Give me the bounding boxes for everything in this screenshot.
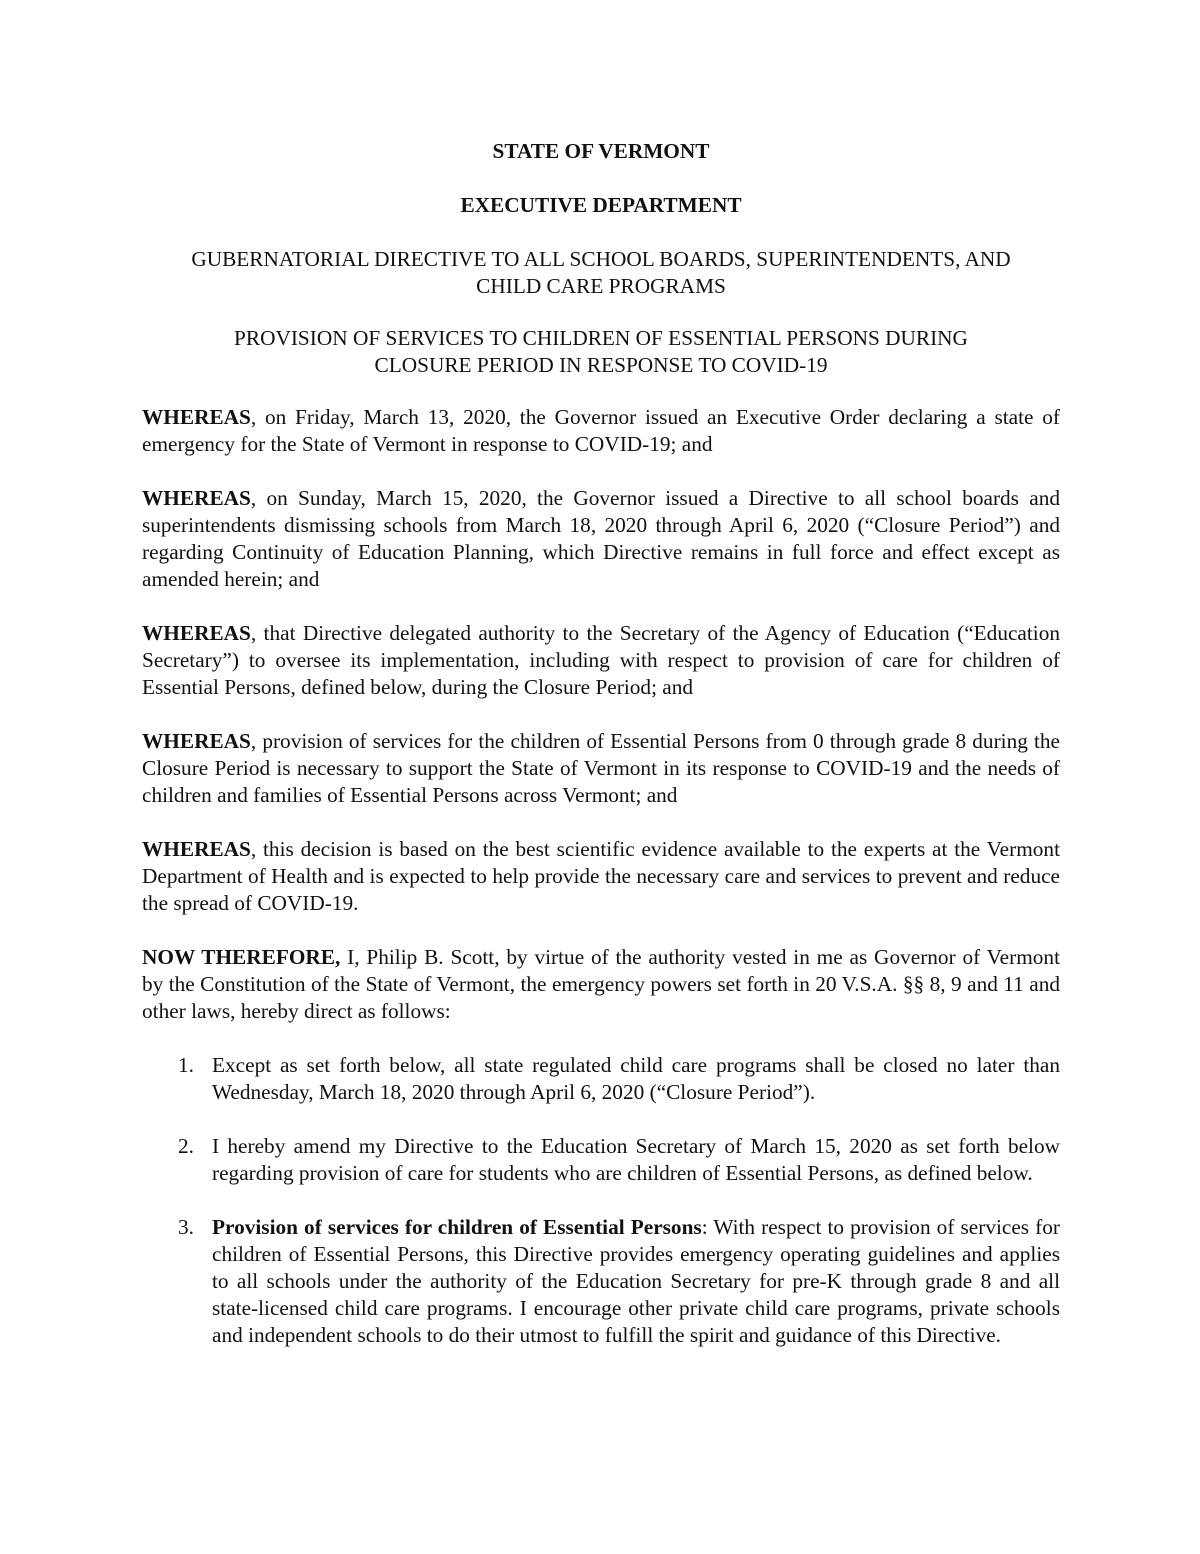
directive-item-3 <box>142 1214 1060 1349</box>
item-number: 1. <box>178 1053 194 1077</box>
department-heading: EXECUTIVE DEPARTMENT <box>460 193 742 217</box>
whereas-lead: WHEREAS <box>142 837 251 861</box>
now-therefore-paragraph <box>142 944 1060 1025</box>
whereas-text: , that Directive delegated authority to the Secretary of the Agency of Education (“Education Secretary”) to oversee its implementation, including with respect to provision of care for children of Essential Persons, defined below, during the Closure Period; and <box>142 621 1060 699</box>
subject-title-line-1: PROVISION OF SERVICES TO CHILDREN OF ESSENTIAL PERSONS DURING <box>234 326 968 350</box>
document-page <box>142 138 1060 1376</box>
directive-list <box>142 1052 1060 1349</box>
item-text: Except as set forth below, all state regulated child care programs shall be closed no later than Wednesday, March 18, 2020 through April 6, 2020 (“Closure Period”). <box>212 1053 1060 1104</box>
item-text: I hereby amend my Directive to the Education Secretary of March 15, 2020 as set forth below regarding provision of care for students who are children of Essential Persons, as defined below. <box>212 1134 1060 1185</box>
whereas-text: , this decision is based on the best scientific evidence available to the experts at the Vermont Department of Health and is expected to help provide the necessary care and services to prevent and reduce the spread of COVID-19. <box>142 837 1060 915</box>
directive-title-line-2: CHILD CARE PROGRAMS <box>476 274 726 298</box>
whereas-lead: WHEREAS <box>142 621 251 645</box>
whereas-lead: WHEREAS <box>142 486 251 510</box>
now-therefore-text: I, Philip B. Scott, by virtue of the authority vested in me as Governor of Vermont by the Constitution of the State of Vermont, the emergency powers set forth in 20 V.S.A. §§ 8, 9 and 11 and other laws, hereby direct as follows: <box>142 945 1060 1023</box>
subject-title <box>142 325 1060 379</box>
whereas-lead: WHEREAS <box>142 405 251 429</box>
whereas-paragraph-1 <box>142 404 1060 458</box>
item-text: : With respect to provision of services for children of Essential Persons, this Directive provides emergency operating guidelines and applies to all schools under the authority of the Education Secretary for pre-K through grade 8 and all state-licensed child care programs. I encourage other private child care programs, private schools and independent schools to do their utmost to fulfill the spirit and guidance of this Directive. <box>212 1215 1060 1347</box>
whereas-text: , on Sunday, March 15, 2020, the Governor issued a Directive to all school boards and superintendents dismissing schools from March 18, 2020 through April 6, 2020 (“Closure Period”) and regarding Continuity of Education Planning, which Directive remains in full force and effect except as amended herein; and <box>142 486 1060 591</box>
whereas-paragraph-5 <box>142 836 1060 917</box>
now-therefore-lead: NOW THEREFORE, <box>142 945 341 969</box>
directive-item-1 <box>142 1052 1060 1106</box>
directive-title-line-1: GUBERNATORIAL DIRECTIVE TO ALL SCHOOL BOARDS, SUPERINTENDENTS, AND <box>191 247 1011 271</box>
item-number: 3. <box>178 1215 194 1239</box>
whereas-paragraph-4 <box>142 728 1060 809</box>
whereas-paragraph-3 <box>142 620 1060 701</box>
item-number: 2. <box>178 1134 194 1158</box>
directive-title <box>142 246 1060 300</box>
whereas-text: , on Friday, March 13, 2020, the Governor issued an Executive Order declaring a state of emergency for the State of Vermont in response to COVID-19; and <box>142 405 1060 456</box>
whereas-lead: WHEREAS <box>142 729 251 753</box>
state-heading: STATE OF VERMONT <box>492 139 710 163</box>
subject-title-line-2: CLOSURE PERIOD IN RESPONSE TO COVID-19 <box>374 353 828 377</box>
whereas-paragraph-2 <box>142 485 1060 593</box>
whereas-text: , provision of services for the children of Essential Persons from 0 through grade 8 during the Closure Period is necessary to support the State of Vermont in its response to COVID-19 and the needs of children and families of Essential Persons across Vermont; and <box>142 729 1060 807</box>
item-bold-heading: Provision of services for children of Essential Persons <box>212 1215 702 1239</box>
directive-item-2 <box>142 1133 1060 1187</box>
